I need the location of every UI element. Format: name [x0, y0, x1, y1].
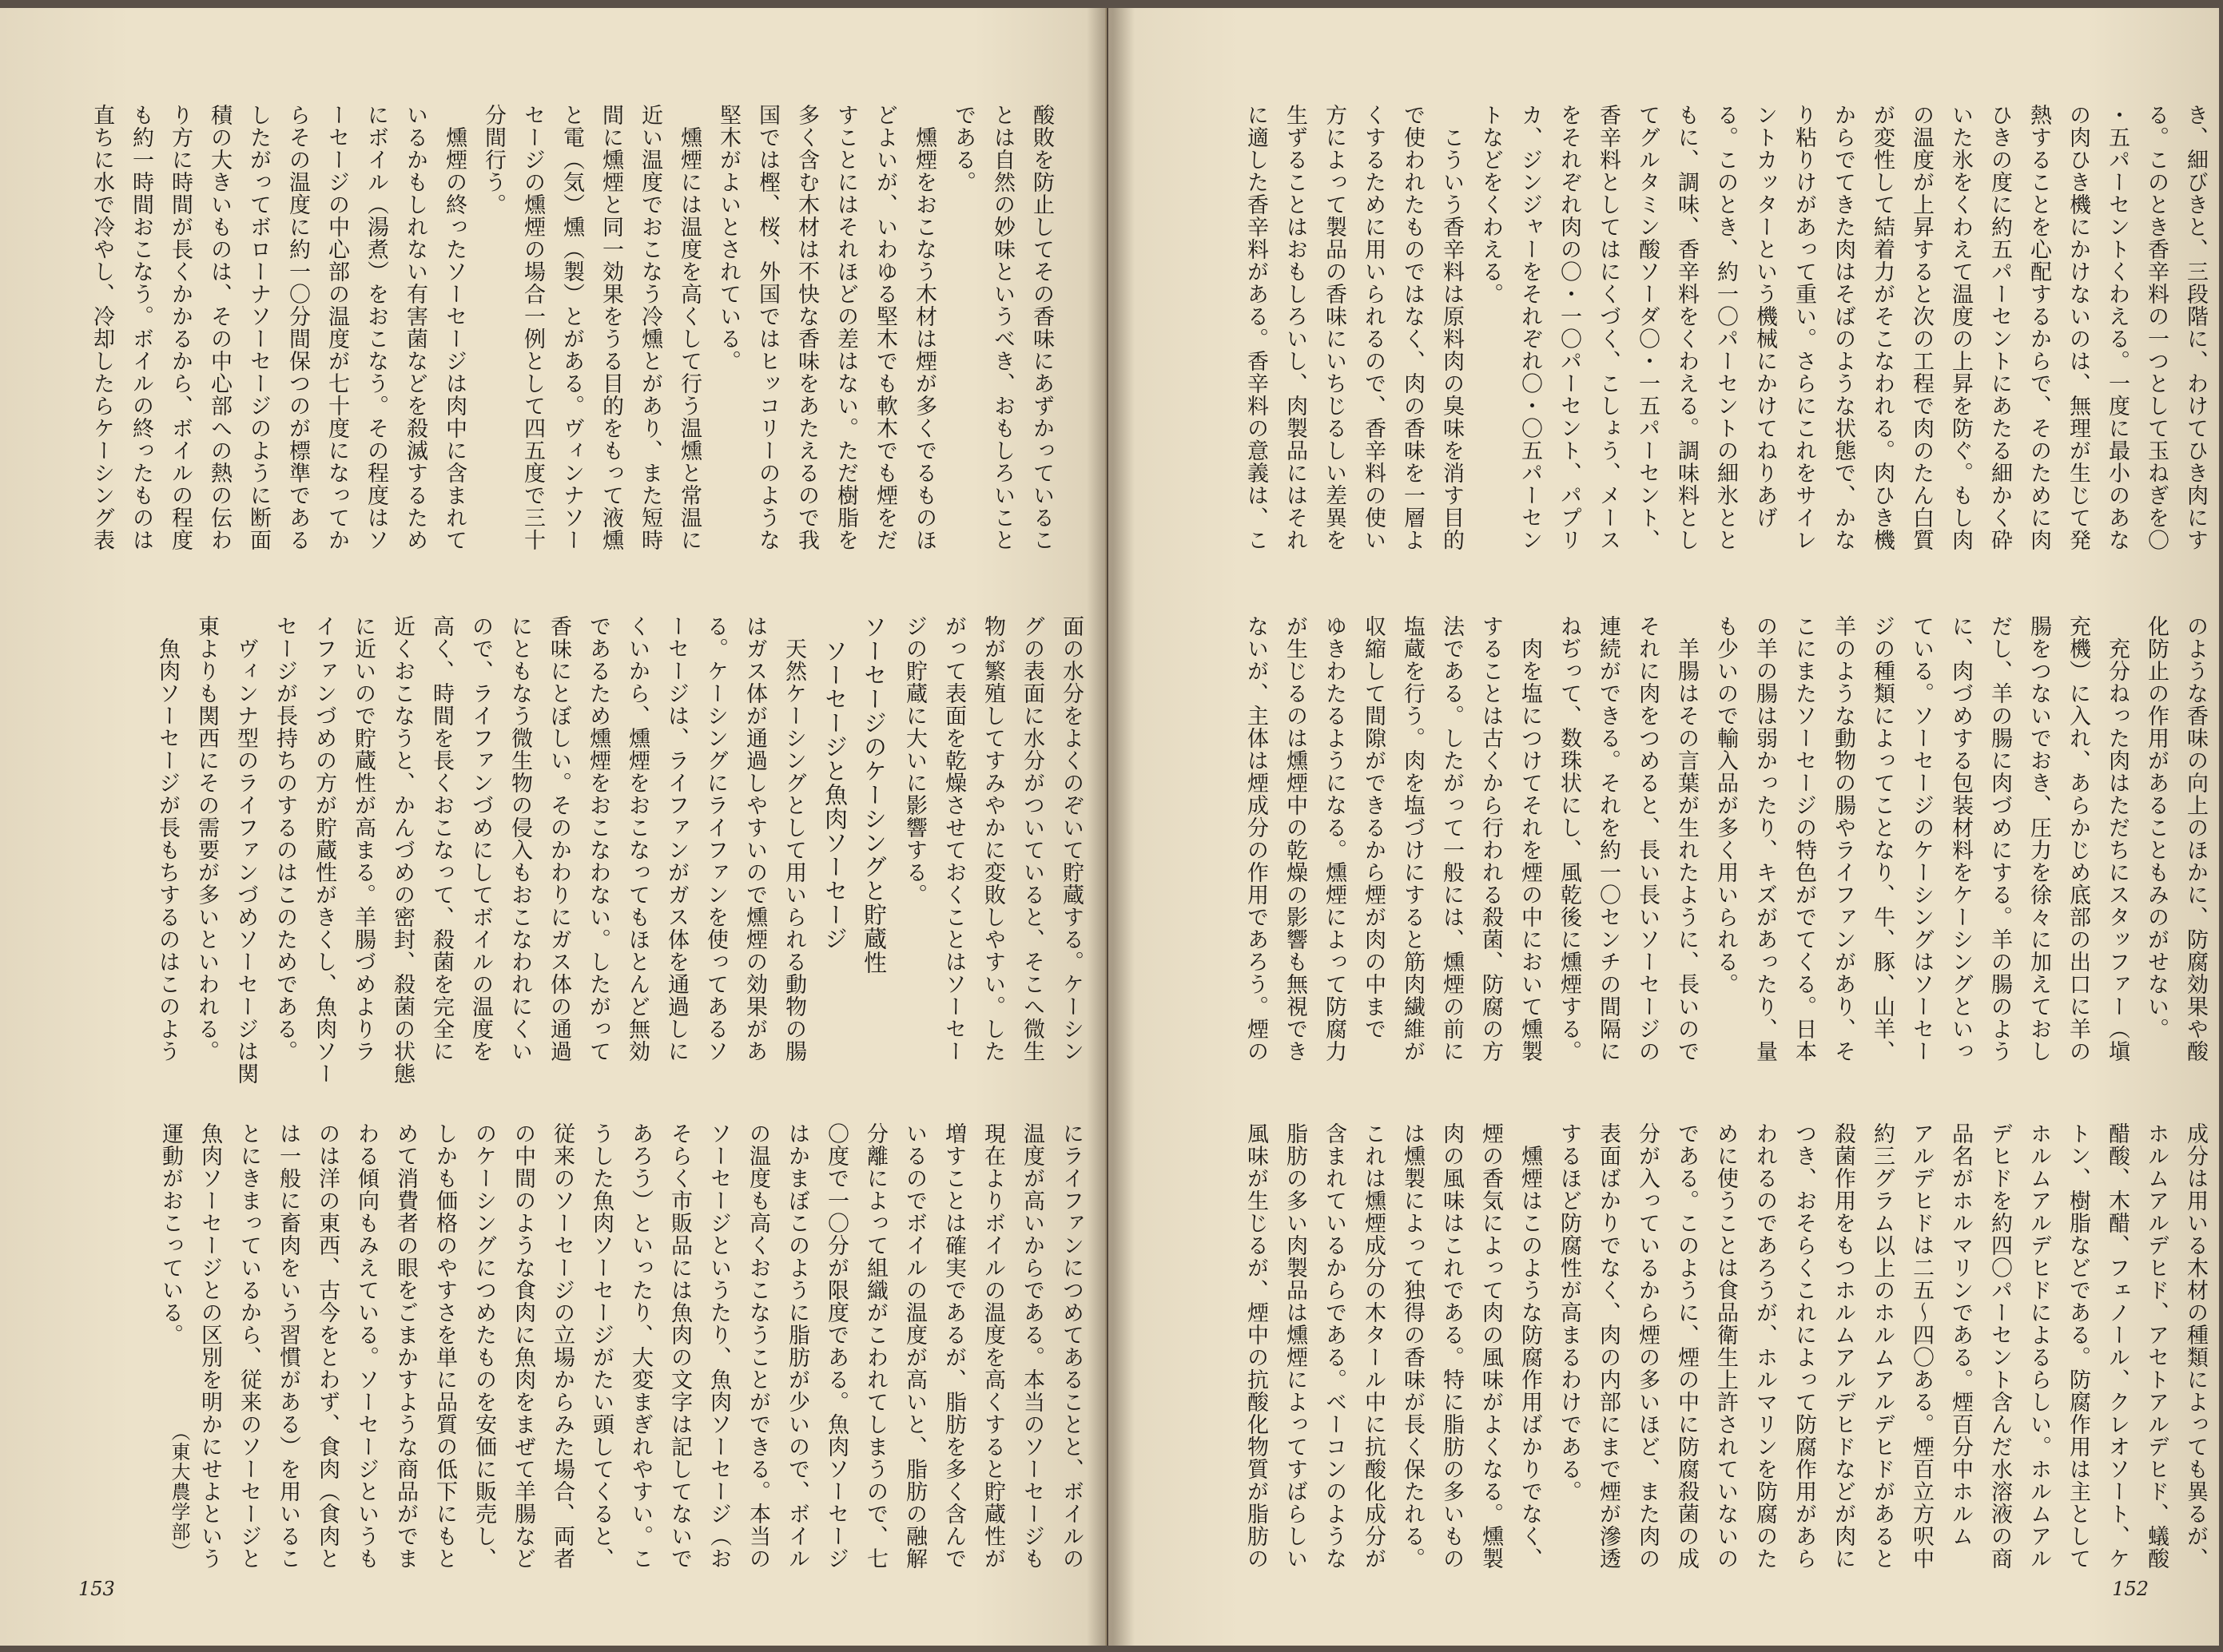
section-heading: ソーセージのケーシングと貯蔵性 ソーセージと魚肉ソーセージ	[821, 615, 888, 975]
page-number-left: 153	[78, 1578, 115, 1600]
right-middle-text: のような香味の向上のほかに、防腐効果や酸 化防止の作用があることもみのがせない。 充分ねった肉はただちにスタッファー（塡 充機）に入れ、あらかじめ底部の出口に羊の 腸をつないでおき、圧力を徐々に加えておし だし、羊の腸に肉づめにする。羊の腸のよう に、肉づめする包装材料をケーシングといっ ている。ソーセージのケーシングはソーセー ジの種類によってことなり、牛、豚、山羊、 羊のような動物の腸やライファンがあり、そ こにまたソーセージの特色がでてくる。日本 の羊の腸は弱かったり、キズがあったり、量 も少いので輸入品が多く用いられる。 羊腸はその言葉が生れたように、長いので それに肉をつめると、長い長いソーセージの 連続ができる。それを約一〇センチの間隔に ねぢって、数珠状にし、風乾後に燻煙する。 肉を塩につけてそれを煙の中において燻製 することは古くから行われる殺菌、防腐の方 法である。したがって一般には、燻煙の前に 塩蔵を行う。肉を塩づけにすると筋肉繊維が 収縮して間隙ができるから煙が肉の中まで ゆきわたるようになる。燻煙によって防腐力 が生じるのは燻煙中の乾燥の影響も無視でき ないが、主体は煙成分の作用であろう。煙の	[1243, 615, 2208, 1062]
left-upper-text: 酸敗を防止してその香味にあずかっているこ とは自然の妙味というべき、おもしろいこと である。 燻煙をおこなう木材は煙が多くでるものほ どよいが、いわゆる堅木でも軟木でも煙をだ すことにはそれほどの差はない。ただ樹脂を 多く含む木材は不快な香味をあたえるので我 国では樫、桜、外国ではヒッコリーのような 堅木がよいとされている。 燻煙には温度を高くして行う温燻と常温に 近い温度でおこなう冷燻とがあり、また短時 間に燻煙と同一効果をうる目的をもって液燻 と電（気）燻（製）とがある。ヴィンナソー セージの燻煙の場合一例として四五度で三十 分間行う。 燻煙の終ったソーセージは肉中に含まれて いるかもしれない有害菌などを殺滅するため にボイル（湯煮）をおこなう。その程度はソ ーセージの中心部の温度が七十度になってか らその温度に約一〇分間保つのが標準である したがってボローナソーセージのように断面 積の大きいものは、その中心部への熱の伝わ り方に時間が長くかかるから、ボイルの程度 も約一時間おこなう。ボイルの終ったものは 直ちに水で冷やし、冷却したらケーシング表	[89, 104, 1054, 551]
left-middle-text-b: 天然ケーシングとして用いられる動物の腸 はガス体が通過しやすいので燻煙の効果があ る。ケーシングにライファンを使ってあるソ ーセージは、ライファンがガス体を通過しに くいから、燻煙をおこなってもほとんど無効 であるため燻煙をおこなわない。したがって 香味にとぼしい。そのかわりにガス体の通過 にともなう微生物の侵入もおこなわれにくい ので、ライファンづめにしてボイルの温度を 高く、時間を長くおこなって、殺菌を完全に 近くおこなうと、かんづめの密封、殺菌の状態 に近いので貯蔵性が高まる。羊腸づめよりラ イファンづめの方が貯蔵性がきくし、魚肉ソー セージが長持ちのするのはこのためである。 ヴィンナ型のライファンづめソーセージは関 東よりも関西にその需要が多いといわれる。 魚肉ソーセージが長もちするのはこのよう	[155, 615, 806, 1085]
left-middle-text-a: 面の水分をよくのぞいて貯蔵する。ケーシン グの表面に水分がついていると、そこへ微生 物が繁殖してすみやかに変敗しやすい。した がって表面を乾燥させておくことはソーセー ジの貯蔵に大いに影響する。	[902, 615, 1084, 1062]
author-affiliation: （東大農学部）	[168, 1422, 190, 1562]
left-page	[0, 8, 1107, 1646]
right-upper-text: き、細びきと、三段階に、わけてひき肉にす る。このとき香辛料の一つとして玉ねぎを〇 ・五パーセントくわえる。一度に最小のあな の肉ひき機にかけないのは、無理が生じて発 熱することを心配するからで、そのために肉 ひきの度に約五パーセントにあたる細かく砕 いた氷をくわえて温度の上昇を防ぐ。もし肉 の温度が上昇すると次の工程で肉のたん白質 が変性して結着力がそこなわれる。肉ひき機 からでてきた肉はそばのような状態で、かな り粘りけがあって重い。さらにこれをサイレ ントカッターという機械にかけてねりあげ る。このとき、約一〇パーセントの細氷とと もに、調味、香辛料をくわえる。調味料とし てグルタミン酸ソーダ〇・一五パーセント、 香辛料としてはにくづく、こしょう、メース をそれぞれ肉の〇・一〇パーセント、パプリ カ、ジンジャーをそれぞれ〇・〇五パーセン トなどをくわえる。 こういう香辛料は原料肉の臭味を消す目的 で使われたものではなく、肉の香味を一層よ くするために用いられるので、香辛料の使い 方によって製品の香味にいちじるしい差異を 生ずることはおもしろいし、肉製品にはそれ に適した香辛料がある。香辛料の意義は、こ	[1243, 104, 2208, 551]
left-lower-text: にライファンにつめてあることと、ボイルの 温度が高いからである。本当のソーセージも 現在よりボイルの温度を高くすると貯蔵性が 増すことは確実であるが、脂肪を多く含んで いるのでボイルの温度が高いと、脂肪の融解 分離によって組織がこわれてしまうので、七 〇度で一〇分が限度である。魚肉ソーセージ はかまぼこのように脂肪が少いので、ボイル の温度も高くおこなうことができる。本当の ソーセージというたり、魚肉ソーセージ（お そらく市販品には魚肉の文字は記してないで あろう）といったり、大変まぎれやすい。こ うした魚肉ソーセージがたい頭してくると、 従来のソーセージの立場からみた場合、両者 の中間のような食肉に魚肉をまぜて羊腸など のケーシングにつめたものを安価に販売し、 しかも価格のやすさを単に品質の低下にもと めて消費者の眼をごまかすような商品がでま わる傾向もみえている。ソーセージというも のは洋の東西、古今をとわず、食肉（食肉と は一般に畜肉をいう習慣がある）を用いるこ とにきまっているから、従来のソーセージと 魚肉ソーセージとの区別を明かにせよという 運動がおこっている。	[158, 1122, 1084, 1570]
right-page	[1108, 8, 2219, 1646]
right-lower-text: 成分は用いる木材の種類によっても異るが、 ホルムアルデヒド、アセトアルデヒド、蟻酸 醋酸、木醋、フェノール、クレオソート、ケ トン、樹脂などである。防腐作用は主として ホルムアルデヒドによるらしい。ホルムアル デヒドを約四〇パーセント含んだ水溶液の商 品名がホルマリンである。煙百分中ホルム アルデヒドは二五〜四〇ある。煙百立方呎中 約三グラム以上のホルムアルデヒドがあると 殺菌作用をもつホルムアルデヒドなどが肉に つき、おそらくこれによって防腐作用があら われるのであろうが、ホルマリンを防腐のた めに使うことは食品衛生上許されていないの である。このように、煙の中に防腐殺菌の成 分が入っているから煙の多いほど、また肉の 表面ばかりでなく、肉の内部にまで煙が滲透 するほど防腐性が高まるわけである。 燻煙はこのような防腐作用ばかりでなく、 煙の香気によって肉の風味がよくなる。燻製 肉の風味はこれである。特に脂肪の多いもの は燻製によって独得の香味が長く保たれる。 これは燻煙成分の木タール中に抗酸化成分が 含まれているからである。ベーコンのような 脂肪の多い肉製品は燻煙によってすばらしい 風味が生じるが、煙中の抗酸化物質が脂肪の	[1243, 1122, 2208, 1570]
page-number-right: 152	[2112, 1578, 2149, 1600]
